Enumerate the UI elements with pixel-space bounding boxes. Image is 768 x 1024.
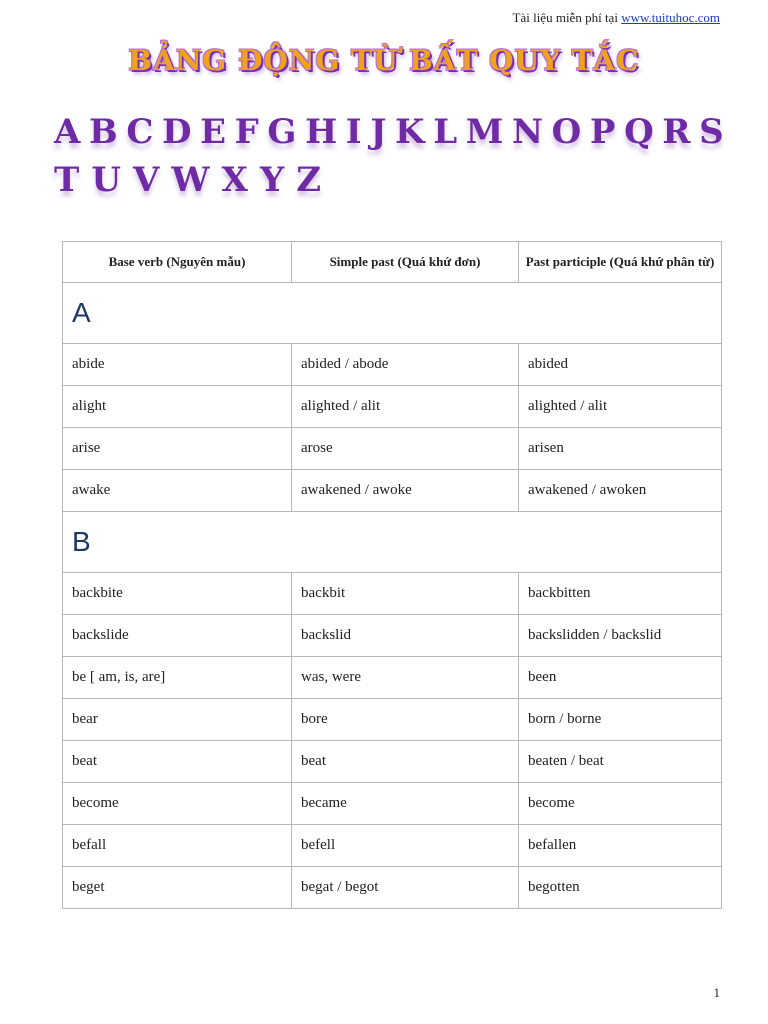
table-header-row — [63, 242, 722, 283]
cell-past-participle: abided — [519, 344, 722, 386]
cell-past-participle: alighted / alit — [519, 386, 722, 428]
section-letter: B — [63, 512, 722, 573]
cell-past-participle: befallen — [519, 825, 722, 867]
alphabet-letter: D — [162, 112, 192, 152]
cell-base-verb: arise — [63, 428, 292, 470]
cell-simple-past: bore — [292, 699, 519, 741]
alphabet-letter: U — [91, 160, 121, 200]
alphabet-letter: G — [267, 112, 297, 152]
cell-base-verb: backbite — [63, 573, 292, 615]
cell-past-participle: born / borne — [519, 699, 722, 741]
table-row — [63, 470, 722, 512]
cell-simple-past: beat — [292, 741, 519, 783]
alphabet-letter: X — [221, 160, 248, 200]
alphabet-letter: I — [345, 112, 362, 152]
table-row — [63, 428, 722, 470]
table-row — [63, 867, 722, 909]
page-title: BẢNG ĐỘNG TỪ BẤT QUY TẮC — [128, 44, 640, 77]
page-number: 1 — [713, 985, 720, 1000]
cell-simple-past: became — [292, 783, 519, 825]
table-row — [63, 344, 722, 386]
alphabet-letter: L — [433, 112, 458, 152]
alphabet-letter: K — [395, 112, 425, 152]
alphabet-letter: F — [234, 112, 259, 152]
cell-past-participle: been — [519, 657, 722, 699]
table-row — [63, 825, 722, 867]
table-body — [63, 283, 722, 909]
alphabet-letter: R — [662, 112, 691, 152]
alphabet-letter: P — [589, 112, 616, 152]
alphabet-letter: H — [305, 112, 338, 152]
alphabet-row-1 — [54, 112, 724, 152]
alphabet-letter: V — [132, 160, 160, 200]
cell-base-verb: alight — [63, 386, 292, 428]
irregular-verbs-table — [62, 241, 722, 909]
cell-simple-past: befell — [292, 825, 519, 867]
header-base-verb: Base verb (Nguyên mẫu) — [63, 242, 292, 283]
header-past-participle: Past participle (Quá khứ phân từ) — [519, 242, 722, 283]
header-note — [513, 10, 720, 26]
header-note-text: Tài liệu miễn phí tại — [512, 10, 618, 25]
cell-base-verb: backslide — [63, 615, 292, 657]
cell-base-verb: befall — [63, 825, 292, 867]
cell-base-verb: abide — [63, 344, 292, 386]
alphabet-letter: S — [699, 112, 724, 152]
cell-past-participle: beaten / beat — [519, 741, 722, 783]
alphabet-letter: O — [551, 112, 582, 152]
section-row — [63, 283, 722, 344]
cell-base-verb: awake — [63, 470, 292, 512]
cell-past-participle: arisen — [519, 428, 722, 470]
cell-past-participle: begotten — [519, 867, 722, 909]
cell-base-verb: bear — [63, 699, 292, 741]
cell-simple-past: abided / abode — [292, 344, 519, 386]
cell-past-participle: backbitten — [519, 573, 722, 615]
table-row — [63, 573, 722, 615]
alphabet-letter: C — [126, 112, 154, 152]
cell-past-participle: backslidden / backslid — [519, 615, 722, 657]
table-row — [63, 741, 722, 783]
cell-past-participle: become — [519, 783, 722, 825]
site-link[interactable]: www.tuituhoc.com — [621, 10, 720, 25]
cell-simple-past: begat / begot — [292, 867, 519, 909]
header-simple-past: Simple past (Quá khứ đơn) — [292, 242, 519, 283]
cell-simple-past: backbit — [292, 573, 519, 615]
table-row — [63, 386, 722, 428]
table-row — [63, 657, 722, 699]
alphabet-letter: B — [89, 112, 118, 152]
section-letter: A — [63, 283, 722, 344]
cell-base-verb: beat — [63, 741, 292, 783]
alphabet-letter: W — [171, 160, 210, 200]
cell-past-participle: awakened / awoken — [519, 470, 722, 512]
alphabet-letter: Z — [296, 160, 322, 200]
cell-base-verb: beget — [63, 867, 292, 909]
cell-simple-past: awakened / awoke — [292, 470, 519, 512]
alphabet-letter: Y — [259, 160, 285, 200]
table-row — [63, 699, 722, 741]
cell-base-verb: be [ am, is, are] — [63, 657, 292, 699]
table-row — [63, 615, 722, 657]
alphabet-letter: J — [370, 112, 387, 152]
cell-simple-past: was, were — [292, 657, 519, 699]
table-row — [63, 783, 722, 825]
alphabet-letter: A — [54, 112, 81, 152]
alphabet-letter: N — [511, 112, 544, 152]
alphabet-letter: Q — [624, 112, 654, 152]
cell-simple-past: backslid — [292, 615, 519, 657]
cell-base-verb: become — [63, 783, 292, 825]
alphabet-letter: T — [54, 160, 80, 200]
alphabet-row-2 — [54, 160, 724, 200]
cell-simple-past: arose — [292, 428, 519, 470]
alphabet-letter: E — [200, 112, 227, 152]
alphabet-letter: M — [465, 112, 504, 152]
cell-simple-past: alighted / alit — [292, 386, 519, 428]
section-row — [63, 512, 722, 573]
